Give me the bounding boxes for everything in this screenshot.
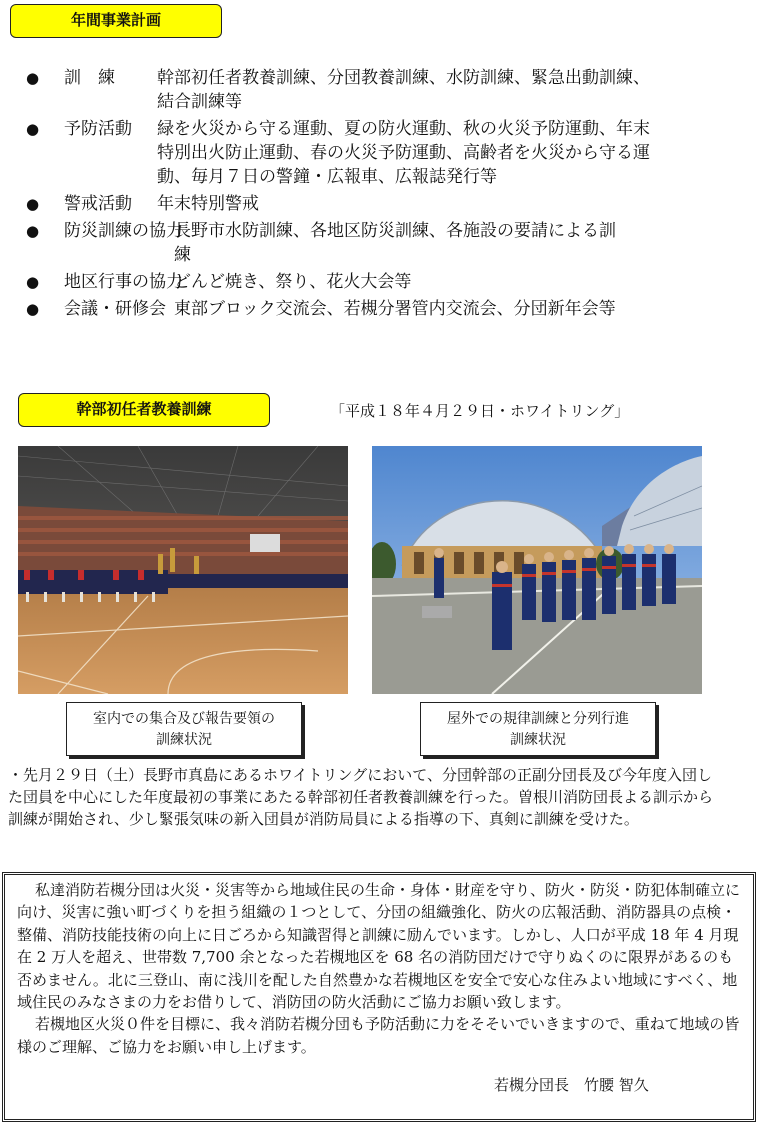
section-label-annual-plan: 年間事業計画: [10, 4, 222, 38]
bullet-dot-icon: ●: [26, 300, 40, 318]
indoor-photo-caption: [66, 702, 302, 756]
message-paragraph-2: 若槻地区火災０件を目標に、我々消防若槻分団も予防活動に力をそそいでいきますので、重ねて地域の皆様のご理解、ご協力をお願い申し上げます。: [17, 1015, 740, 1056]
indoor-training-photo: [18, 446, 348, 694]
bullet-dot-icon: ●: [26, 273, 40, 291]
plan-item: [26, 66, 726, 114]
training-report-text: ・先月２９日（土）長野市真島にあるホワイトリングにおいて、分団幹部の正副分団長及び今年度入団した団員を中心にした年度最初の事業にあたる幹部初任者教養訓練を行った。曽根川消防団長よる訓示から訓練が開始され、少し緊張気味の新入団員が消防局員による指導の下、真剣に訓練を受けた。: [8, 766, 714, 828]
plan-item-text-continued: 結合訓練等: [157, 92, 242, 112]
signature: 若槻分団長 竹腰 智久: [494, 1076, 649, 1094]
plan-item: [26, 297, 726, 321]
annual-plan-list: [26, 66, 726, 324]
plan-item-title: 予防活動: [64, 119, 132, 139]
indoor-caption-line-2: 訓練状況: [156, 732, 212, 748]
plan-item-text-continued: 動、毎月７日の警鐘・広報車、広報誌発行等: [157, 167, 497, 187]
date-caption: 「平成１８年４月２９日・ホワイトリング」: [330, 402, 630, 420]
outdoor-caption-line-1: 屋外での規律訓練と分列行進: [447, 711, 629, 727]
plan-item-title: 地区行事の協力: [64, 272, 183, 292]
plan-item-text: 東部ブロック交流会、若槻分署管内交流会、分団新年会等: [174, 299, 616, 319]
plan-item: [26, 117, 726, 189]
bullet-dot-icon: ●: [26, 69, 40, 87]
bullet-dot-icon: ●: [26, 222, 40, 240]
plan-item-text: 緑を火災から守る運動、夏の防火運動、秋の火災予防運動、年末: [157, 119, 650, 139]
plan-item-text-continued: 練: [174, 245, 191, 265]
plan-item-text: 幹部初任者教養訓練、分団教養訓練、水防訓練、緊急出動訓練、: [157, 68, 650, 88]
plan-item-text: どんど焼き、祭り、花火大会等: [174, 272, 412, 292]
plan-item-text: 長野市水防訓練、各地区防災訓練、各施設の要請による訓: [174, 221, 616, 241]
message-paragraph-1: 私達消防若槻分団は火災・災害等から地域住民の生命・身体・財産を守り、防火・防災・防犯体制確立に向け、災害に強い町づくりを担う組織の１つとして、分団の組織強化、防火の広報活動、消防器具の点検・整備、消防技能技術の向上に日ごろから知識習得と訓練に励んでいます。しかし、人口が平成 18 年 4 月現在 2 万人を超え、世帯数 7,700 余となった若槻地区を 68 名の消防団だけで守りぬくのに限界があるのも否めません。北に三登山、南に浅川を配した自然豊かな若槻地区を安全で安心な住みよい地域にすべく、地域住民のみなさまの力をお借りして、消防団の防火活動にご協力お願い致します。: [17, 881, 741, 1012]
plan-item: [26, 192, 726, 216]
outdoor-photo-caption: [420, 702, 656, 756]
outdoor-caption-line-2: 訓練状況: [510, 732, 566, 748]
plan-item-title: 警戒活動: [64, 194, 132, 214]
plan-item-text: 年末特別警戒: [157, 194, 259, 214]
outdoor-training-photo: [372, 446, 702, 694]
indoor-caption-line-1: 室内での集合及び報告要領の: [93, 711, 275, 727]
plan-item-title: 防災訓練の協力: [64, 221, 183, 241]
bullet-dot-icon: ●: [26, 195, 40, 213]
bullet-dot-icon: ●: [26, 120, 40, 138]
section-label-training: 幹部初任者教養訓練: [18, 393, 270, 427]
plan-item-text-continued: 特別出火防止運動、春の火災予防運動、高齢者を火災から守る運: [157, 143, 650, 163]
plan-item-title: 訓 練: [64, 68, 115, 88]
plan-item-title: 会議・研修会: [64, 299, 166, 319]
plan-item: [26, 270, 726, 294]
plan-item: [26, 219, 726, 267]
